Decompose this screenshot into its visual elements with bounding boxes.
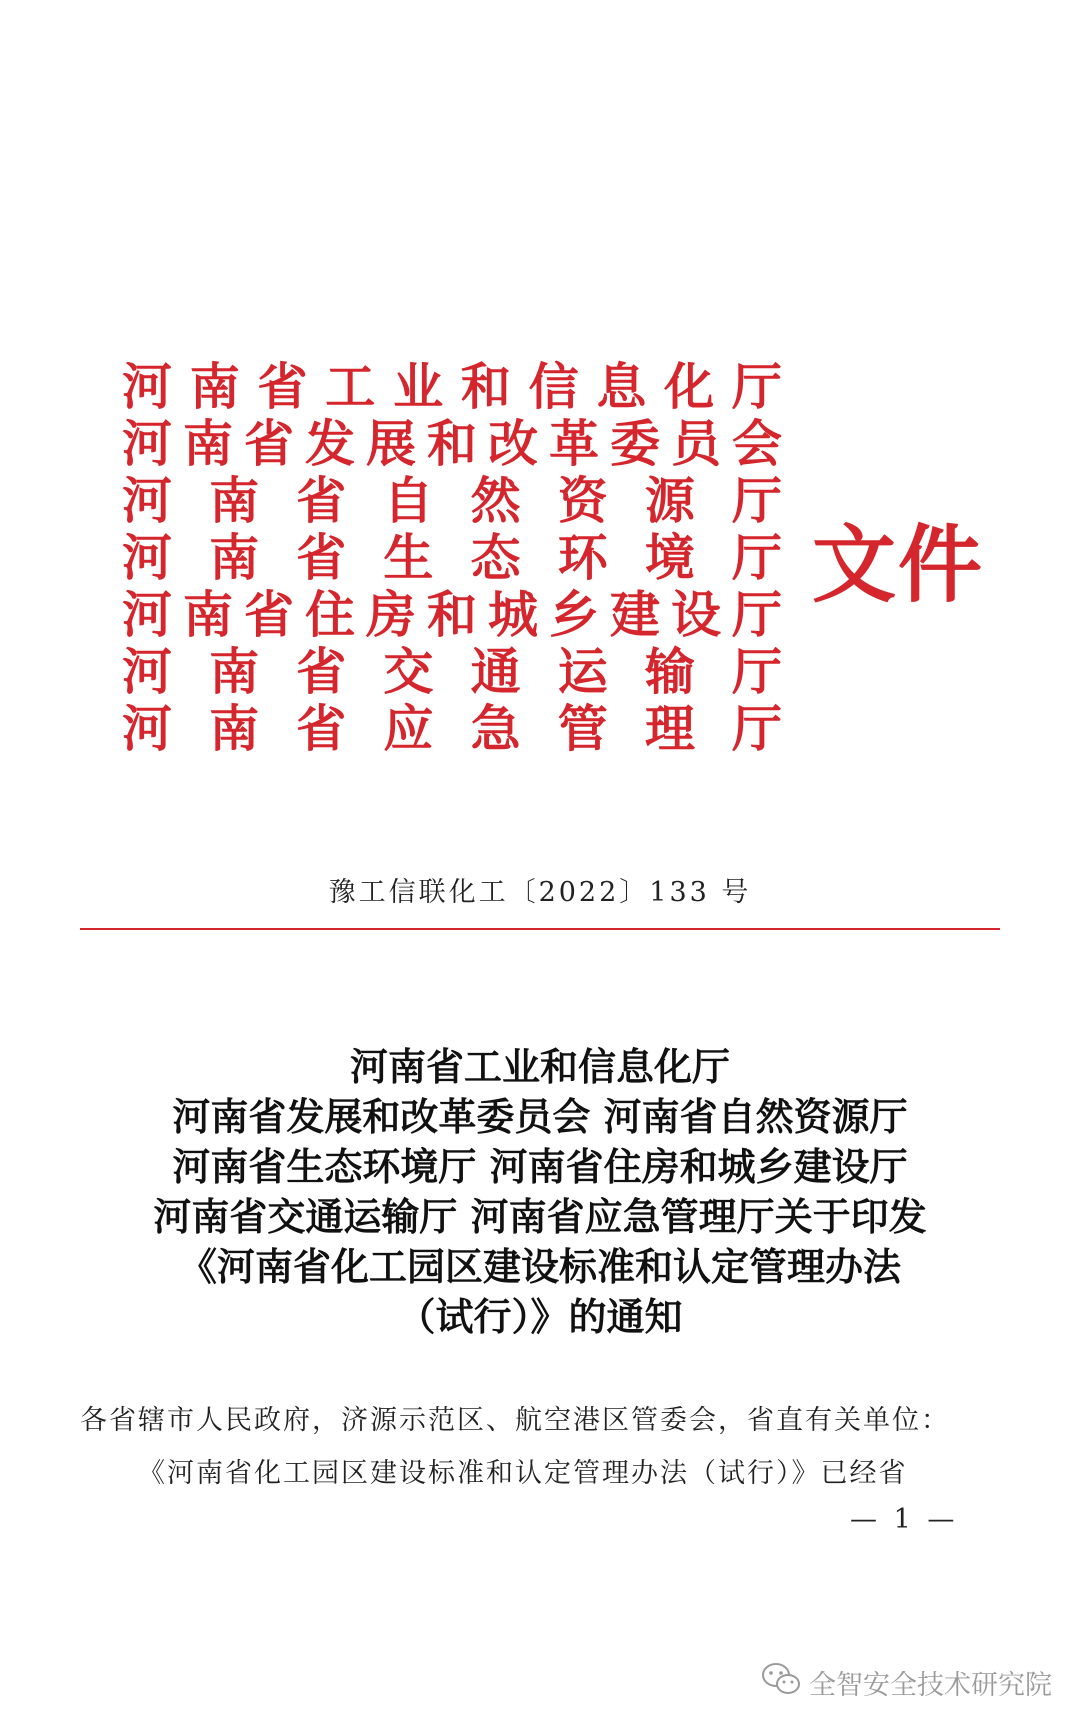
document-number: 豫工信联化工〔2022〕133 号: [328, 877, 752, 908]
issuer-line: 河 南 省 自 然 资 源 厅: [122, 471, 782, 530]
issuing-agencies: [122, 358, 782, 757]
body-text-line: 《河南省化工园区建设标准和认定管理办法（试行）》已经省: [138, 1458, 908, 1489]
notice-title-line: 河南省交通运输厅 河南省应急管理厅关于印发: [153, 1194, 927, 1239]
issuer-line: 河 南 省 住 房 和 城 乡 建 设 厅: [122, 585, 782, 644]
wechat-icon: [761, 1662, 801, 1703]
issuer-line: 河 南 省 生 态 环 境 厅: [122, 528, 782, 587]
notice-title-line: （试行）》的通知: [397, 1294, 683, 1339]
issuer-line: 河 南 省 应 急 管 理 厅: [122, 699, 782, 758]
watermark-text: 全智安全技术研究院: [809, 1670, 1052, 1701]
issuer-line: 河 南 省 交 通 运 输 厅: [122, 642, 782, 701]
page-number: — 1 —: [850, 1504, 959, 1535]
notice-title-line: 河南省工业和信息化厅: [349, 1044, 730, 1089]
source-watermark: [761, 1662, 1052, 1703]
issuer-line: 河 南 省 工 业 和 信 息 化 厅: [122, 357, 782, 416]
notice-title-line: 《河南省化工园区建设标准和认定管理办法: [178, 1244, 901, 1289]
red-divider-line: [80, 928, 1000, 930]
issuer-line: 河 南 省 发 展 和 改 革 委 员 会: [122, 414, 782, 473]
document-type-label: 文件: [812, 515, 985, 614]
notice-title: [60, 1042, 1020, 1342]
addressee-line: 各省辖市人民政府，济源示范区、航空港区管委会，省直有关单位：: [80, 1405, 950, 1436]
notice-title-line: 河南省生态环境厅 河南省住房和城乡建设厅: [172, 1144, 908, 1189]
notice-title-line: 河南省发展和改革委员会 河南省自然资源厅: [172, 1094, 908, 1139]
